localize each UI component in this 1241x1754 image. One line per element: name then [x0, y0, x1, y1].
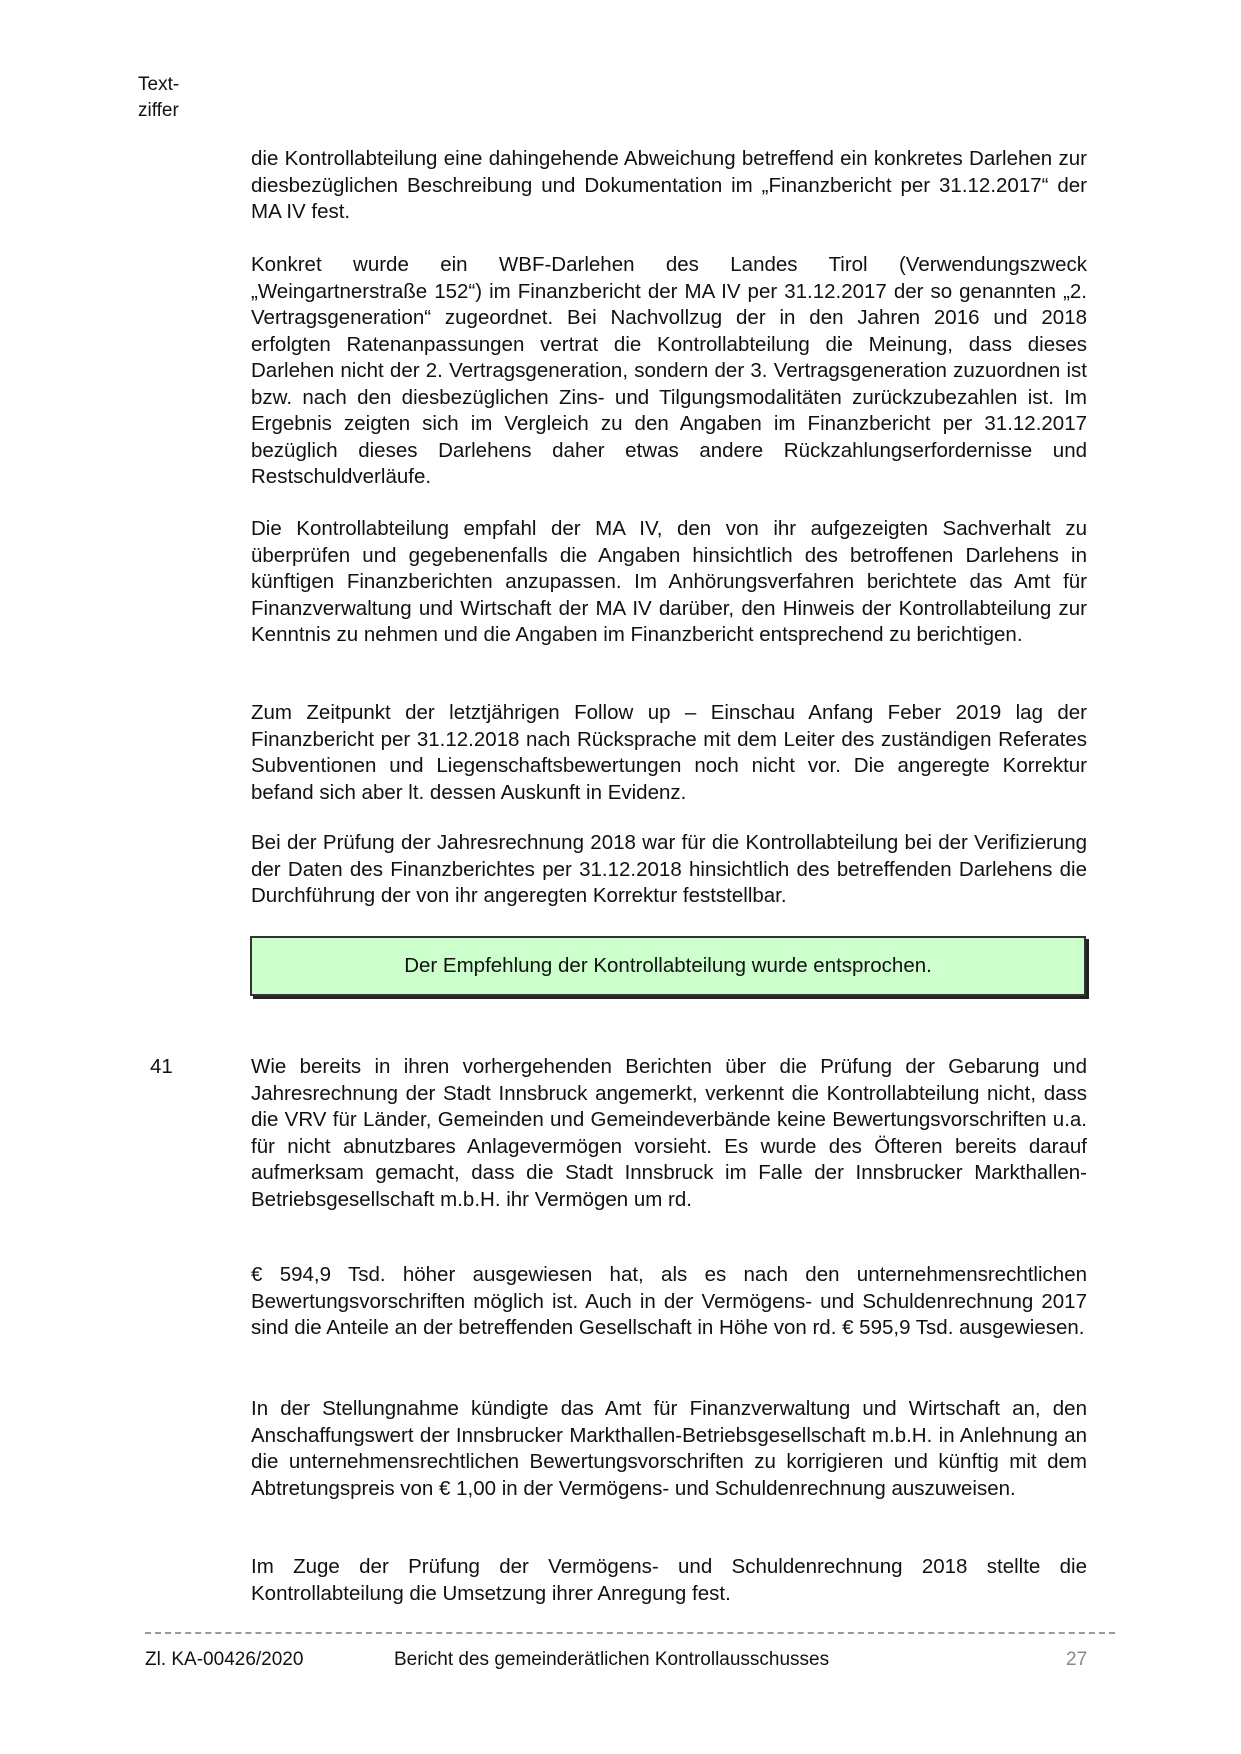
footer-divider	[145, 1632, 1115, 1634]
section-41-paragraph-3: In der Stellungnahme kündigte das Amt für Finanzverwaltung und Wirtschaft an, den Anschaffungswert der Innsbrucker Markthallen-Betriebsgesellschaft m.b.H. in Anlehnung an die unternehmensrechtlichen Bewertungsvorschriften zu korrigieren und künftig mit dem Abtretungspreis von € 1,00 in der Vermögens- und Schuldenrechnung auszuweisen.	[251, 1397, 1087, 1500]
paragraph-3: Die Kontrollabteilung empfahl der MA IV, den von ihr aufgezeigten Sachverhalt zu überprüfen und gegebenenfalls die Angaben hinsichtlich des betroffenen Darlehens in künftigen Finanzberichten anzupassen. Im Anhörungsverfahren berichtete das Amt für Finanzverwaltung und Wirtschaft der MA IV darüber, den Hinweis der Kontrollabteilung zur Kenntnis zu nehmen und die Angaben im Finanzbericht entsprechend zu berichtigen.	[251, 517, 1087, 646]
page-number: 27	[1066, 1649, 1088, 1670]
paragraph-1: die Kontrollabteilung eine dahingehende Abweichung betreffend ein konkretes Darlehen zur diesbezüglichen Beschreibung und Dokumentation im „Finanzbericht per 31.12.2017“ der MA IV fest.	[251, 147, 1087, 223]
footer-title: Bericht des gemeinderätlichen Kontrollausschusses	[394, 1649, 830, 1670]
section-41-paragraph-1: Wie bereits in ihren vorhergehenden Berichten über die Prüfung der Gebarung und Jahresrechnung der Stadt Innsbruck angemerkt, verkennt die Kontrollabteilung nicht, dass die VRV für Länder, Gemeinden und Gemeindeverbände keine Bewertungsvorschriften u.a. für nicht abnutzbares Anlagevermögen vorsieht. Es wurde des Öfteren bereits darauf aufmerksam gemacht, dass die Stadt Innsbruck im Falle der Innsbrucker Markthallen-Betriebsgesellschaft m.b.H. ihr Vermögen um rd.	[251, 1055, 1087, 1211]
footer-reference: Zl. KA-00426/2020	[145, 1649, 304, 1670]
section-41-paragraph-2: € 594,9 Tsd. höher ausgewiesen hat, als es nach den unternehmensrechtlichen Bewertungsvorschriften möglich ist. Auch in der Vermögens- und Schuldenrechnung 2017 sind die Anteile an der betreffenden Gesellschaft in Höhe von rd. € 595,9 Tsd. ausgewiesen.	[251, 1263, 1087, 1339]
paragraph-2: Konkret wurde ein WBF-Darlehen des Landes Tirol (Verwendungszweck „Weingartnerstraße 152“) im Finanzbericht der MA IV per 31.12.2017 der so genannten „2. Vertragsgeneration“ zugeordnet. Bei Nachvollzug der in den Jahren 2016 und 2018 erfolgten Ratenanpassungen vertrat die Kontrollabteilung die Meinung, dass dieses Darlehen nicht der 2. Vertragsgeneration, sondern der 3. Vertragsgeneration zuzuordnen ist bzw. nach den diesbezüglichen Zins- und Tilgungsmodalitäten zurückzubezahlen ist. Im Ergebnis zeigten sich im Vergleich zu den Angaben im Finanzbericht per 31.12.2017 bezüglich dieses Darlehens daher etwas andere Rückzahlungserfordernisse und Restschuldverläufe.	[251, 253, 1087, 488]
textziffer-number: 41	[150, 1055, 173, 1078]
conclusion-text: Der Empfehlung der Kontrollabteilung wurde entsprochen.	[404, 954, 932, 977]
section-41-paragraph-4: Im Zuge der Prüfung der Vermögens- und Schuldenrechnung 2018 stellte die Kontrollabteilung die Umsetzung ihrer Anregung fest.	[251, 1555, 1087, 1605]
paragraph-5: Bei der Prüfung der Jahresrechnung 2018 war für die Kontrollabteilung bei der Verifizierung der Daten des Finanzberichtes per 31.12.2018 hinsichtlich des betreffenden Darlehens die Durchführung der von ihr angeregten Korrektur feststellbar.	[251, 831, 1087, 907]
conclusion-callout	[250, 936, 1086, 996]
margin-label-textziffer: Text- ziffer	[138, 74, 180, 121]
paragraph-4: Zum Zeitpunkt der letztjährigen Follow up – Einschau Anfang Feber 2019 lag der Finanzbericht per 31.12.2018 nach Rücksprache mit dem Leiter des zuständigen Referates Subventionen und Liegenschaftsbewertungen noch nicht vor. Die angeregte Korrektur befand sich aber lt. dessen Auskunft in Evidenz.	[251, 701, 1087, 804]
